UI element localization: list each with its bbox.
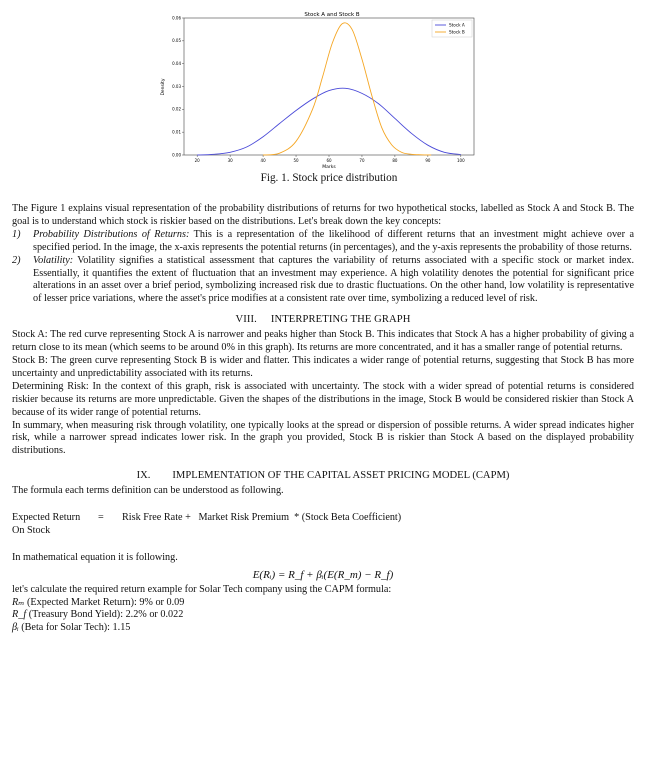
list-item [12, 255, 634, 307]
list-item [12, 609, 634, 622]
y-tick-label: 0.04 [172, 61, 181, 67]
variable-symbol: βᵢ [12, 622, 19, 634]
series-lines [197, 23, 461, 155]
capm-equation: E(Rᵢ) = R_f + βᵢ(E(R_m) − R_f) [252, 568, 394, 581]
formula-equals: = [98, 512, 104, 524]
paragraph: Determining Risk: In the context of this graph, risk is associated with uncertainty. The stock with a wider spread of potential returns is considered riskier because its returns are more unpredictable. Given the shapes of the distributions in the image, Stock B would be considered riskier than Stock A because of its wider range of potential returns. [12, 380, 634, 418]
paragraph: Stock B: The green curve representing Stock B is wider and flatter. This indicates a wider range of potential returns, suggesting that Stock B has more uncertainty and unpredictability associated with its returns. [12, 354, 634, 379]
figure-caption: Fig. 1. Stock price distribution [260, 172, 398, 184]
variable-symbol: Rₘ [12, 596, 25, 608]
formula-right: Risk Free Rate + Market Risk Premium * (Stock Beta Coefficient) [122, 512, 402, 524]
series-line-stock-a [197, 88, 461, 155]
math-intro: In mathematical equation it is following. [12, 551, 178, 563]
x-tick-label: 90 [425, 158, 431, 163]
formula-row [12, 512, 634, 525]
x-axis-label: Marks [322, 165, 336, 170]
x-tick-label: 30 [227, 158, 233, 163]
variable-text: (Treasury Bond Yield): 2.2% or 0.022 [26, 609, 184, 621]
variable-symbol: R_f [12, 609, 27, 621]
paragraph: In summary, when measuring risk through volatility, one typically looks at the spread or dispersion of possible returns. A wider spread indicates higher risk, while a narrower spread indicates lower risk. In the graph you provided, Stock B is riskier than Stock A based on the displayed probability distributions. [12, 419, 634, 457]
x-tick-label: 100 [456, 158, 465, 163]
y-tick-label: 0.01 [172, 129, 181, 135]
list-text [33, 255, 634, 307]
paragraph: The formula each terms definition can be understood as following. [12, 485, 284, 497]
section-number: IX. [136, 470, 151, 482]
list-term: Volatility: [33, 254, 74, 266]
list-body: This is a representation of the likelihood of different returns that an investment might achieve over a specified period. In the image, the x-axis represents the potential returns (in percentages), and the y-axis represents the probability of those returns. [33, 228, 634, 253]
list-item [12, 597, 634, 610]
y-tick-label: 0.06 [172, 15, 181, 21]
section-title: INTERPRETING THE GRAPH [270, 314, 411, 326]
chart-svg [150, 4, 480, 170]
legend-label-stock-b: Stock B [449, 29, 465, 35]
legend [432, 20, 472, 37]
section-number: VIII. [235, 314, 257, 326]
calc-intro: let's calculate the required return example for Solar Tech company using the CAPM formula: [12, 583, 392, 595]
formula-left-continued: On Stock [12, 524, 51, 536]
x-tick-label: 50 [293, 158, 299, 163]
list-item [12, 622, 634, 635]
article-body [12, 203, 634, 635]
chart-title: Stock A and Stock B [304, 12, 360, 18]
distribution-chart [150, 4, 480, 170]
list-item [12, 229, 634, 255]
formula-left: Expected Return [12, 512, 81, 524]
list-body: Volatility signifies a statistical assessment that captures the variability of returns associated with a specific stock or market index. Essentially, it quantifies the extent of fluctuation that an investment may experience. A high volatility denotes the potential for significant price alterations in an asset over a brief period, symbolizing increased risk due to drastic fluctuations. On the other hand, low volatility is representative of lesser price variations, where the asset's price modifies at a consistent rate over time, symbolizing a reduced level of risk. [33, 254, 634, 305]
list-text [33, 229, 634, 255]
section-heading-viii [12, 314, 634, 327]
y-axis-label: Density [161, 78, 166, 96]
x-tick-label: 20 [194, 158, 200, 163]
y-tick-label: 0.05 [172, 38, 181, 44]
x-tick-label: 70 [359, 158, 365, 163]
legend-label-stock-a: Stock A [449, 22, 465, 28]
x-tick-label: 40 [260, 158, 266, 163]
y-tick-label: 0.02 [172, 106, 181, 112]
list-term: Probability Distributions of Returns: [33, 228, 190, 240]
variable-text: (Expected Market Return): 9% or 0.09 [24, 596, 185, 608]
section-heading-ix [12, 470, 634, 483]
list-number: 2) [12, 254, 21, 266]
section-title: IMPLEMENTATION OF THE CAPITAL ASSET PRICING MODEL (CAPM) [172, 470, 510, 482]
plot-frame [184, 18, 474, 155]
variable-text: (Beta for Solar Tech): 1.15 [18, 622, 131, 634]
y-tick-label: 0.00 [172, 152, 181, 158]
x-tick-label: 80 [392, 158, 398, 163]
intro-paragraph: The Figure 1 explains visual representation of the probability distributions of returns for two hypothetical stocks, labelled as Stock A and Stock B. The goal is to understand which stock is riskier based on the distributions. Let's break down the key concepts: [12, 203, 634, 227]
y-tick-label: 0.03 [172, 83, 181, 89]
x-tick-label: 60 [326, 158, 332, 163]
list-number: 1) [12, 228, 21, 240]
paragraph: Stock A: The red curve representing Stock A is narrower and peaks higher than Stock B. This indicates that Stock A has a higher probability of giving a return close to its mean (which seems to be around 0% in this graph). Its returns are more concentrated, and it has a smaller range of potential returns. [12, 329, 634, 354]
